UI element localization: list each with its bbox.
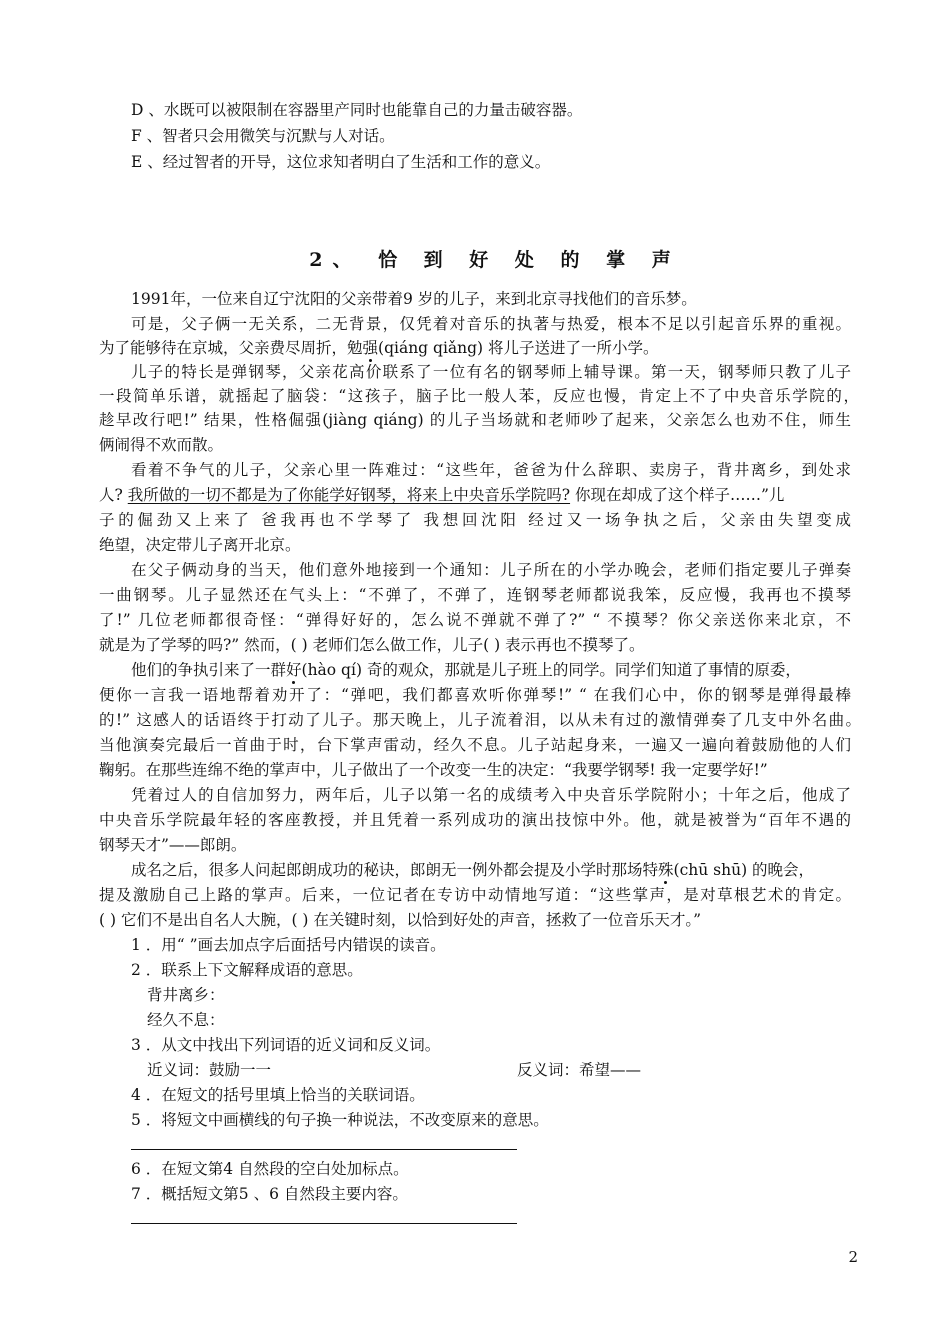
paragraph-line: 俩闹得不欢而散。 xyxy=(99,436,224,454)
question-2-item-2: 经久不息： xyxy=(147,1011,225,1029)
paragraph-line: 提及激励自己上路的掌声。后来，一位记者在专访中动情地写道：“这些掌声，是对草根艺术的肯定。 xyxy=(99,886,851,904)
option-e: E 、经过智者的开导，这位求知者明白了生活和工作的意义。 xyxy=(131,153,551,171)
paragraph-line: 鞠躬。在那些连绵不绝的掌声中，儿子做出了一个改变一生的决定：“我要学钢琴! 我一定要学好!” xyxy=(99,761,768,779)
dotted-char: 殊 xyxy=(658,861,674,879)
question-3-antonym: 反义词：希望—— xyxy=(517,1061,642,1079)
paragraph-line: 人? 我所做的一切不都是为了你能学好钢琴，将来上中央音乐学院吗? 你现在却成了这个样子……”儿 xyxy=(99,486,785,504)
answer-line xyxy=(131,1149,517,1150)
question-1: 1 ．用“ ”画去加点字后面括号内错误的读音。 xyxy=(131,936,446,954)
paragraph-line: 在父子俩动身的当天，他们意外地接到一个通知：儿子所在的小学办晚会，老师们指定要儿子弹奏 xyxy=(131,561,851,579)
dotted-char: 好 xyxy=(286,661,302,679)
paragraph-line: 绝望，决定带儿子离开北京。 xyxy=(99,536,301,554)
question-2-item-1: 背井离乡： xyxy=(147,986,225,1004)
paragraph-line: 看着不争气的儿子，父亲心里一阵难过：“这些年，爸爸为什么辞职、卖房子，背井离乡，到处求 xyxy=(131,461,851,479)
paragraph-line: 1991年，一位来自辽宁沈阳的父亲带着9 岁的儿子，来到北京寻找他们的音乐梦。 xyxy=(131,290,697,308)
question-2: 2 ．联系上下文解释成语的意思。 xyxy=(131,961,363,979)
paragraph-line: 钢琴天才”——郎朗。 xyxy=(99,836,247,854)
question-7: 7 ．概括短文第5 、6 自然段主要内容。 xyxy=(131,1185,408,1203)
question-5: 5 ．将短文中画横线的句子换一种说法，不改变原来的意思。 xyxy=(131,1111,549,1129)
option-f: F 、智者只会用微笑与沉默与人对话。 xyxy=(131,127,395,145)
dotted-char: 强 xyxy=(362,339,379,357)
paragraph-line: 他们的争执引来了一群好(hào qí) 奇的观众，那就是儿子班上的同学。同学们知道了事情的原委， xyxy=(131,661,801,679)
question-6: 6 ．在短文第4 自然段的空白处加标点。 xyxy=(131,1160,409,1178)
paragraph-line: 便你一言我一语地帮着劝开了：“弹吧，我们都喜欢听你弹琴!” “ 在我们心中，你的钢琴是弹得最棒 xyxy=(99,686,851,704)
paragraph-line: 就是为了学琴的吗?” 然而，( ) 老师们怎么做工作，儿子( ) 表示再也不摸琴了。 xyxy=(99,636,645,654)
paragraph-line: 可是，父子俩一无关系，二无背景，仅凭着对音乐的执著与热爱，根本不足以引起音乐界的重视。 xyxy=(131,315,851,333)
paragraph-line: 一曲钢琴。儿子显然还在气头上：“不弹了，不弹了，连钢琴老师都说我笨，反应慢，我再也不摸琴 xyxy=(99,586,851,604)
page-number: 2 xyxy=(848,1248,858,1266)
question-4: 4 ．在短文的括号里填上恰当的关联词语。 xyxy=(131,1086,425,1104)
underlined-sentence: 我所做的一切不都是为了你能学好钢琴，将来上中央音乐学院吗? xyxy=(127,486,571,504)
paragraph-line: 成名之后，很多人问起郎朗成功的秘诀，郎朗无一例外都会提及小学时那场特殊(chū shū) 的晚会， xyxy=(131,861,815,879)
section-title: 2、 恰 到 好 处 的 掌 声 xyxy=(309,249,681,271)
paragraph-line: 凭着过人的自信加努力，两年后，儿子以第一名的成绩考入中央音乐学院附小；十年之后，他成了 xyxy=(131,786,851,804)
paragraph-line: 一段简单乐谱，就摇起了脑袋：“这孩子，脑子比一般人苯，反应也慢，肯定上不了中央音乐学院的， xyxy=(99,387,859,405)
option-d: D 、水既可以被限制在容器里产同时也能靠自己的力量击破容器。 xyxy=(131,101,583,119)
paragraph-line: 当他演奏完最后一首曲于时，台下掌声雷动，经久不息。儿子站起身来，一遍又一遍向着鼓励他的人们 xyxy=(99,736,851,754)
paragraph-line: 中央音乐学院最年轻的客座教授，并且凭着一系列成功的演出技惊中外。他，就是被誉为“百年不遇的 xyxy=(99,811,851,829)
question-3-synonym: 近义词：鼓励一一 xyxy=(147,1061,272,1079)
paragraph-line: 儿子的特长是弹钢琴，父亲花高价联系了一位有名的钢琴师上辅导课。第一天，钢琴师只教了儿子 xyxy=(131,363,851,381)
paragraph-line: 为了能够待在京城，父亲费尽周折，勉强(qiáng qiǎng) 将儿子送进了一所小学。 xyxy=(99,339,659,357)
paragraph-line: 子的倔劲又上来了 爸我再也不学琴了 我想回沈阳 经过又一场争执之后，父亲由失望变成 xyxy=(99,511,851,529)
answer-line xyxy=(131,1223,517,1224)
paragraph-line: 趁早改行吧!” 结果，性格倔强(jiàng qiáng) 的儿子当场就和老师吵了起来，父亲怎么也劝不住，师生 xyxy=(99,411,851,429)
question-3: 3 ．从文中找出下列词语的近义词和反义词。 xyxy=(131,1036,441,1054)
paragraph-line: 的!” 这感人的话语终于打动了儿子。那天晚上，儿子流着泪，以从未有过的激情弹奏了几支中外名曲。 xyxy=(99,711,861,729)
paragraph-line: ( ) 它们不是出自名人大腕，( ) 在关键时刻，以恰到好处的声音，拯救了一位音乐天才。” xyxy=(99,911,702,929)
paragraph-line: 了!” 几位老师都很奇怪：“弹得好好的，怎么说不弹就不弹了?” “ 不摸琴？你父亲送你来北京，不 xyxy=(99,611,851,629)
